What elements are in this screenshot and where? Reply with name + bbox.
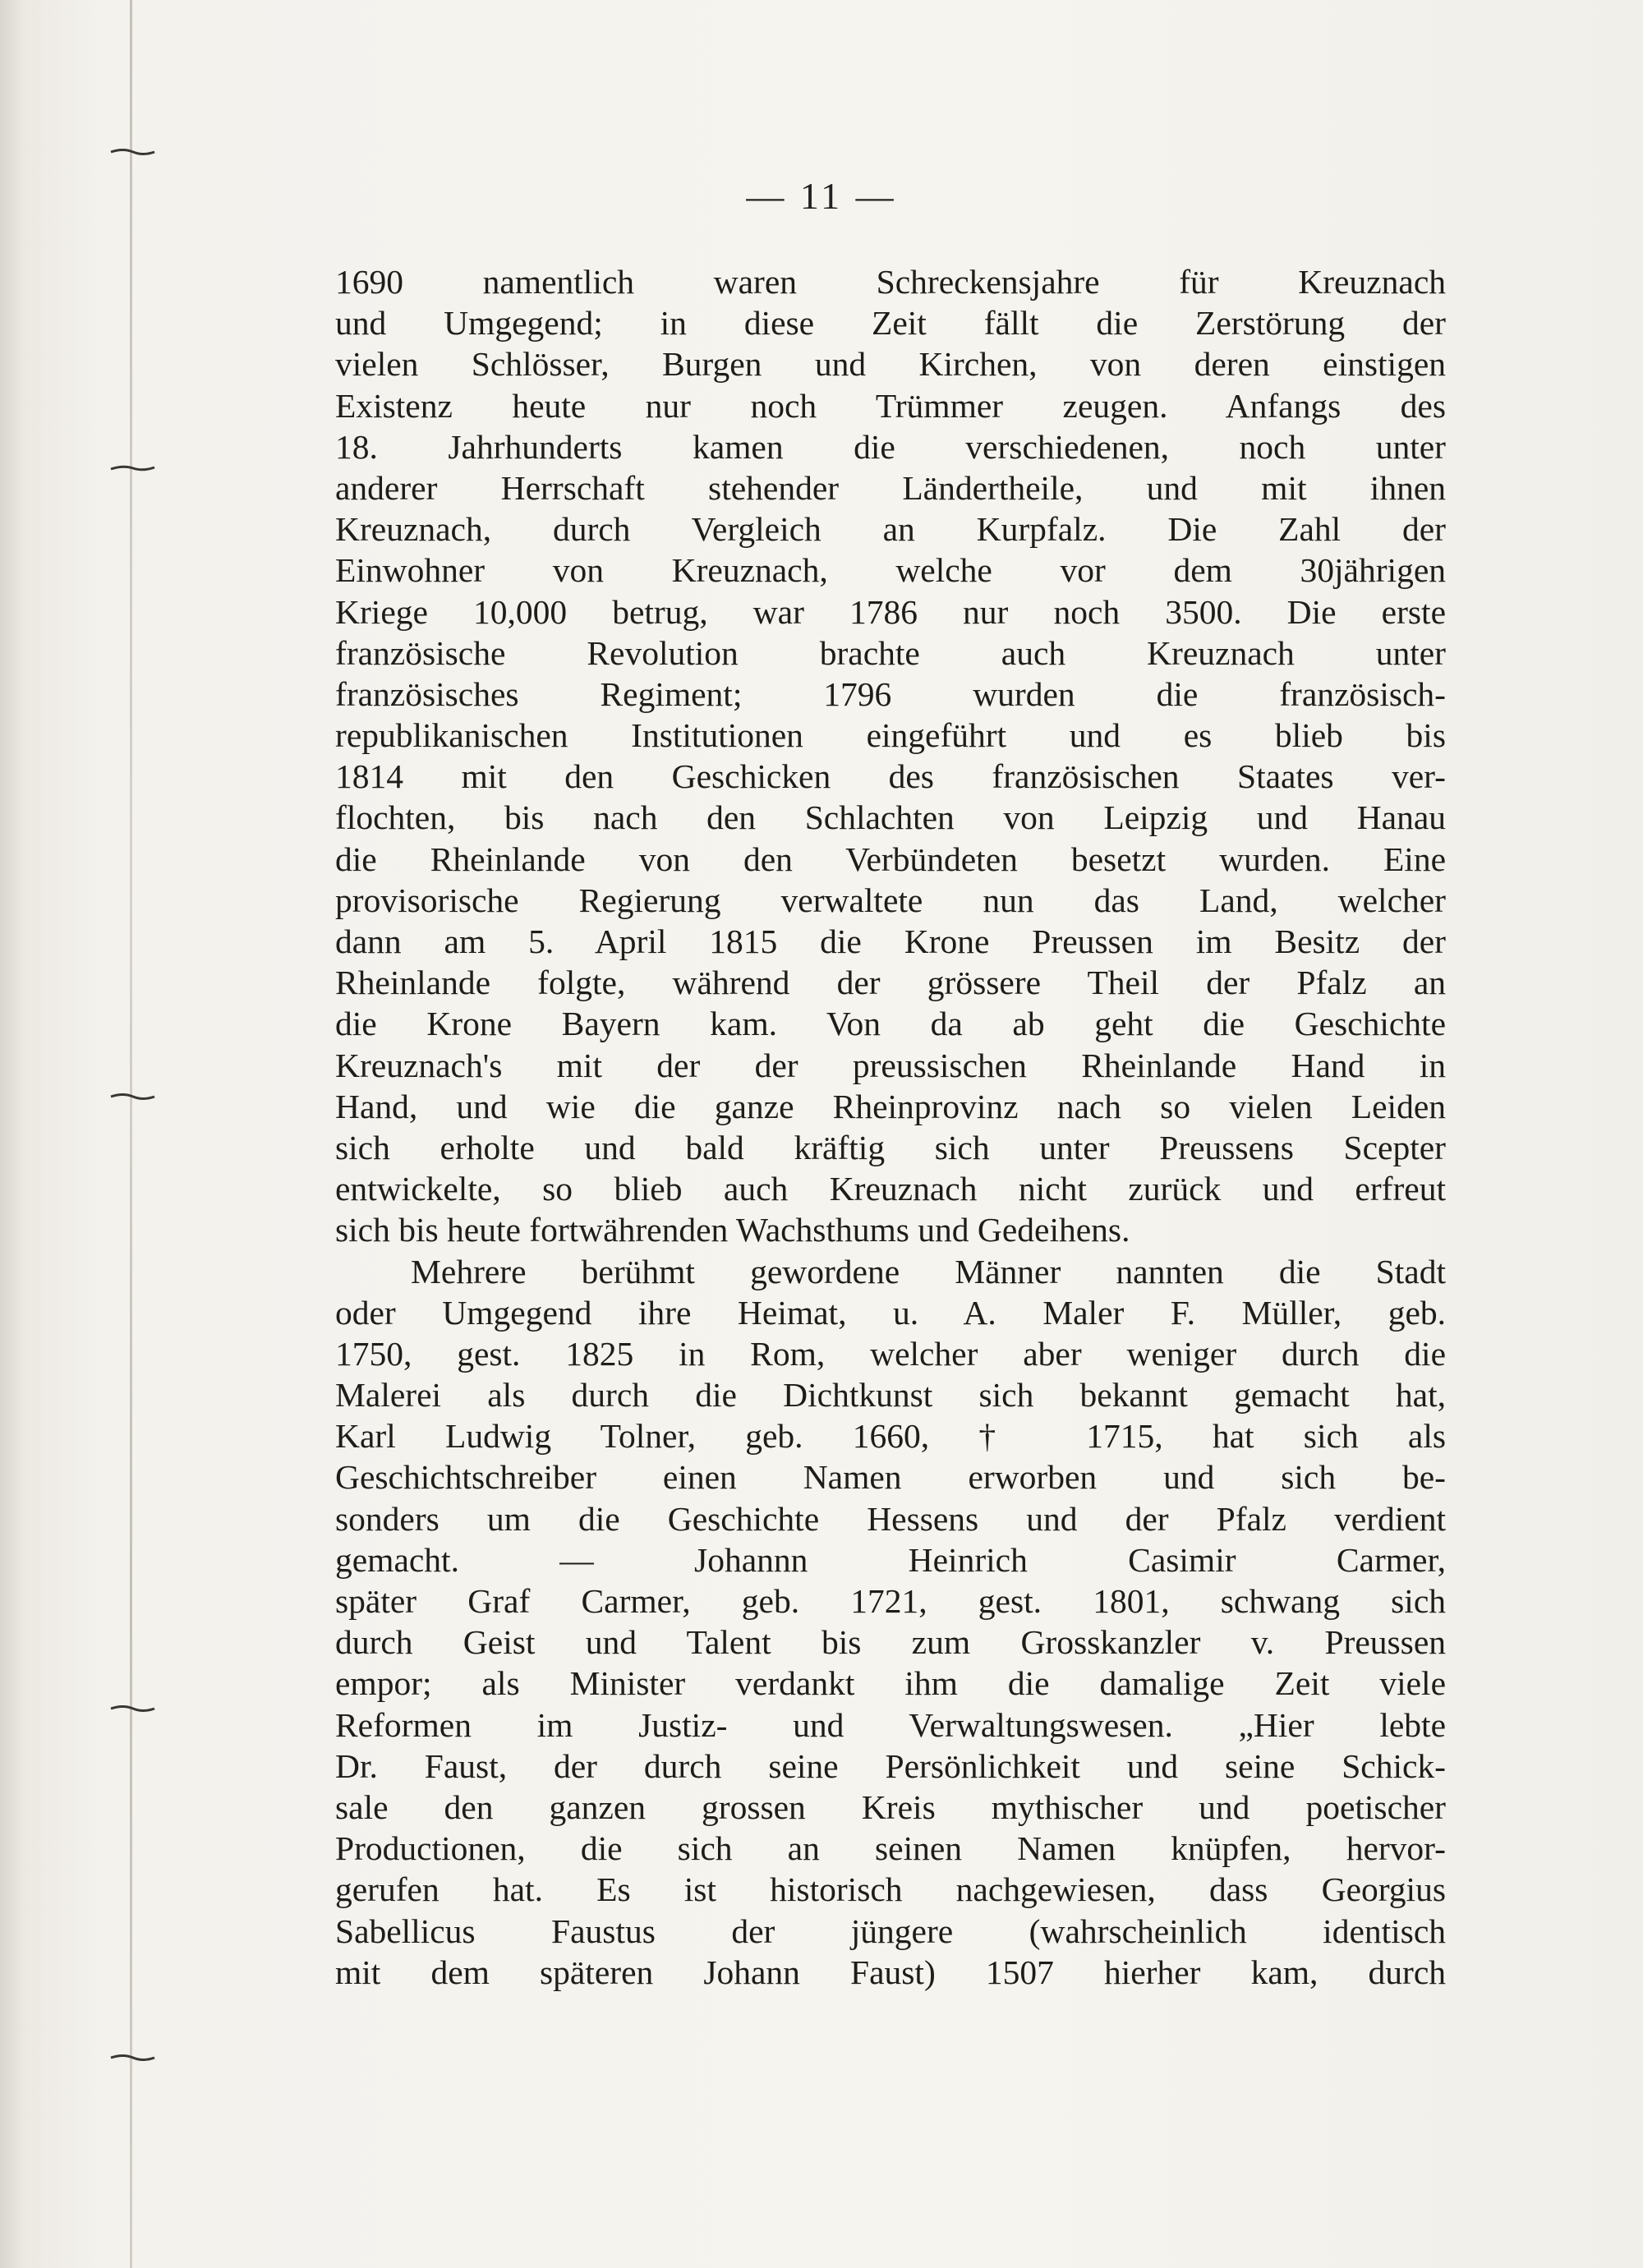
page-number: — 11 — [746, 175, 897, 217]
text-line: Kreuznach, durch Vergleich an Kurpfalz. Die Zahl der [335, 510, 1446, 549]
text-line: empor; als Minister verdankt ihm die damalige Zeit viele [335, 1664, 1446, 1703]
text-line: mit dem späteren Johann Faust) 1507 hierher kam, durch [335, 1953, 1446, 1991]
text-line: sich bis heute fortwährenden Wachsthums und Gedeihens. [335, 1211, 1130, 1249]
text-line: die Krone Bayern kam. Von da ab geht die Geschichte [335, 1005, 1446, 1043]
text-line: Kriege 10,000 betrug, war 1786 nur noch 3500. Die erste [335, 592, 1446, 631]
text-line: französische Revolution brachte auch Kreuznach unter [335, 633, 1446, 672]
text-line: Sabellicus Faustus der jüngere (wahrscheinlich identisch [335, 1911, 1446, 1950]
text-line: 18. Jahrhunderts kamen die verschiedenen, noch unter [335, 427, 1446, 466]
text-line: Productionen, die sich an seinen Namen knüpfen, hervor- [335, 1829, 1446, 1868]
binding-fold [130, 0, 132, 2268]
text-line: republikanischen Institutionen eingeführt und es blieb bis [335, 716, 1446, 755]
text-line: sale den ganzen grossen Kreis mythischer und poetischer [335, 1787, 1446, 1826]
text-line: gemacht. — Johannn Heinrich Casimir Carmer, [335, 1540, 1446, 1579]
text-line: Existenz heute nur noch Trümmer zeugen. Anfangs des [335, 386, 1446, 425]
text-line: vielen Schlösser, Burgen und Kirchen, von deren einstigen [335, 345, 1446, 384]
text-line: Einwohner von Kreuznach, welche vor dem 30jährigen [335, 551, 1446, 590]
text-line: oder Umgegend ihre Heimat, u. A. Maler F. Müller, geb. [335, 1293, 1446, 1332]
text-line: Karl Ludwig Tolner, geb. 1660, † 1715, hat sich als [335, 1417, 1446, 1456]
text-line: Rheinlande folgte, während der grössere Theil der Pfalz an [335, 964, 1446, 1002]
binding-stitch-icon [107, 2054, 156, 2062]
binding-stitch-icon [107, 464, 156, 472]
binding-stitch-icon [107, 1704, 156, 1713]
text-line: 1750, gest. 1825 in Rom, welcher aber weniger durch die [335, 1334, 1446, 1373]
text-line: Malerei als durch die Dichtkunst sich bekannt gemacht hat, [335, 1376, 1446, 1415]
text-line: anderer Herrschaft stehender Ländertheile, und mit ihnen [335, 468, 1446, 507]
text-line: 1814 mit den Geschicken des französischen Staates ver- [335, 757, 1446, 796]
binding-stitch-icon [107, 1093, 156, 1101]
text-line: Hand, und wie die ganze Rheinprovinz nach so vielen Leiden [335, 1087, 1446, 1125]
text-line: die Rheinlande von den Verbündeten besetzt wurden. Eine [335, 840, 1446, 878]
text-line: flochten, bis nach den Schlachten von Leipzig und Hanau [335, 798, 1446, 837]
text-line: dann am 5. April 1815 die Krone Preussen im Besitz der [335, 922, 1446, 960]
text-line: Kreuznach's mit der der preussischen Rheinlande Hand in [335, 1046, 1446, 1084]
text-line: gerufen hat. Es ist historisch nachgewiesen, dass Georgius [335, 1870, 1446, 1909]
text-line: Geschichtschreiber einen Namen erworben und sich be- [335, 1458, 1446, 1497]
text-line: Reformen im Justiz- und Verwaltungswesen. „Hier lebte [335, 1705, 1446, 1744]
text-line: Dr. Faust, der durch seine Persönlichkeit und seine Schick- [335, 1746, 1446, 1785]
text-line: und Umgegend; in diese Zeit fällt die Zerstörung der [335, 304, 1446, 343]
binding-stitch-icon [107, 148, 156, 156]
text-line: französisches Regiment; 1796 wurden die französisch- [335, 674, 1446, 713]
text-line: sich erholte und bald kräftig sich unter Preussens Scepter [335, 1128, 1446, 1166]
text-line: später Graf Carmer, geb. 1721, gest. 1801, schwang sich [335, 1582, 1446, 1620]
text-line: entwickelte, so blieb auch Kreuznach nicht zurück und erfreut [335, 1170, 1446, 1208]
text-line: provisorische Regierung verwaltete nun das Land, welcher [335, 881, 1446, 919]
text-line: Mehrere berühmt gewordene Männer nannten die Stadt [411, 1252, 1446, 1290]
text-line: 1690 namentlich waren Schreckensjahre für Kreuznach [335, 263, 1446, 301]
body-text [335, 261, 1446, 1993]
text-line: durch Geist und Talent bis zum Grosskanzler v. Preussen [335, 1623, 1446, 1662]
text-line: sonders um die Geschichte Hessens und der Pfalz verdient [335, 1499, 1446, 1538]
